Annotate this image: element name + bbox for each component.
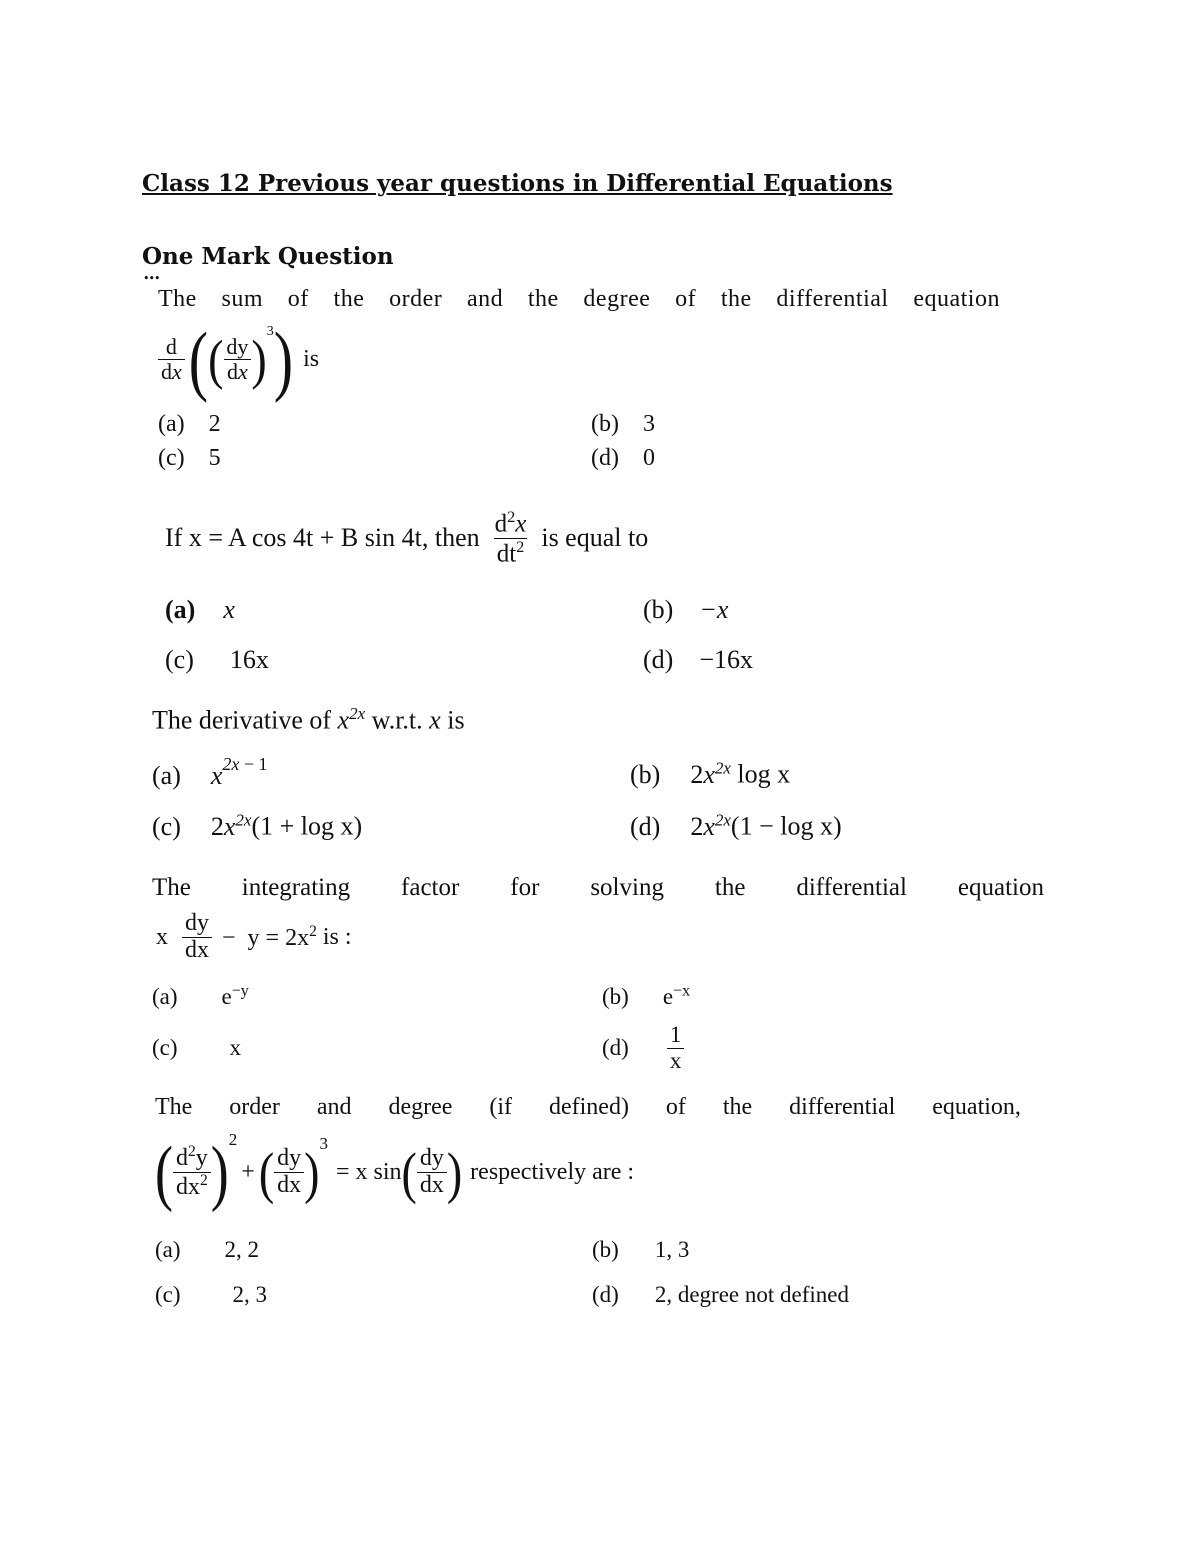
option-c: (c) 2, 3: [155, 1282, 268, 1307]
option-b: (b) $2x^{2x}$ log x: [630, 758, 791, 789]
second-derivative-fraction: $\frac{d^2x}{dt^2}$: [494, 507, 527, 567]
question-2-text: If x = A cos 4t + B sin 4t, then $\frac{d^2x}{dt^2}$ is equal to: [165, 507, 649, 567]
option-d: (d) 0: [591, 445, 655, 471]
option-b: (b) 1, 3: [592, 1237, 690, 1262]
option-d: (d) −16x: [643, 645, 753, 674]
option-a: (a) 2, 2: [155, 1237, 260, 1262]
option-a: (a) $x^{2x - 1}$: [152, 754, 268, 790]
option-a: (a) 2: [158, 411, 221, 437]
question-3-text: The derivative of $x^{2x}$ w.r.t. x is: [152, 704, 465, 735]
option-d: (d) $2x^{2x}(1 - \log x)$: [630, 810, 842, 841]
question-5-text: The order and degree (if defined) of the differential equation,: [155, 1094, 1021, 1120]
section-heading: One Mark Question: [142, 243, 394, 270]
option-c: (c) 16x: [165, 645, 269, 674]
question-1-equation: $\frac{d}{dx}$ ( ( $\frac{dy}{dx}$ ) 3 ) is: [158, 318, 319, 400]
question-1-text: The sum of the order and the degree of the differential equation: [158, 286, 1000, 312]
option-b: (b) −x: [643, 595, 729, 624]
option-b: (b) $e^{-x}$: [602, 982, 691, 1009]
option-a: (a) x: [165, 595, 235, 624]
option-c: (c) $2x^{2x}(1 + \log x)$: [152, 810, 363, 841]
question-5-equation: ( $\frac{d^2y}{dx^2}$ ) 2 + ( $\frac{dy}{dx}$ ) 3 = x sin ( $\frac{dy}{dx}$ ) respectively are :: [155, 1130, 635, 1213]
bullet-marker: •••: [143, 272, 160, 285]
question-4-equation: x $\frac{dy}{dx}$ − $y = 2x^2$ is :: [156, 910, 352, 963]
question-4-text: The integrating factor for solving the differential equation: [152, 874, 1044, 901]
option-d: (d) $\frac{1}{x}$: [602, 1016, 684, 1080]
option-d: (d) 2, degree not defined: [592, 1282, 849, 1307]
d-dx-fraction: $\frac{d}{dx}$: [158, 335, 185, 382]
option-b: (b) 3: [591, 411, 655, 437]
option-c: (c) 5: [158, 445, 221, 471]
option-a: (a) $e^{-y}$: [152, 982, 249, 1009]
option-c: (c) x: [152, 1035, 242, 1060]
document-title: Class 12 Previous year questions in Differential Equations: [142, 170, 893, 197]
